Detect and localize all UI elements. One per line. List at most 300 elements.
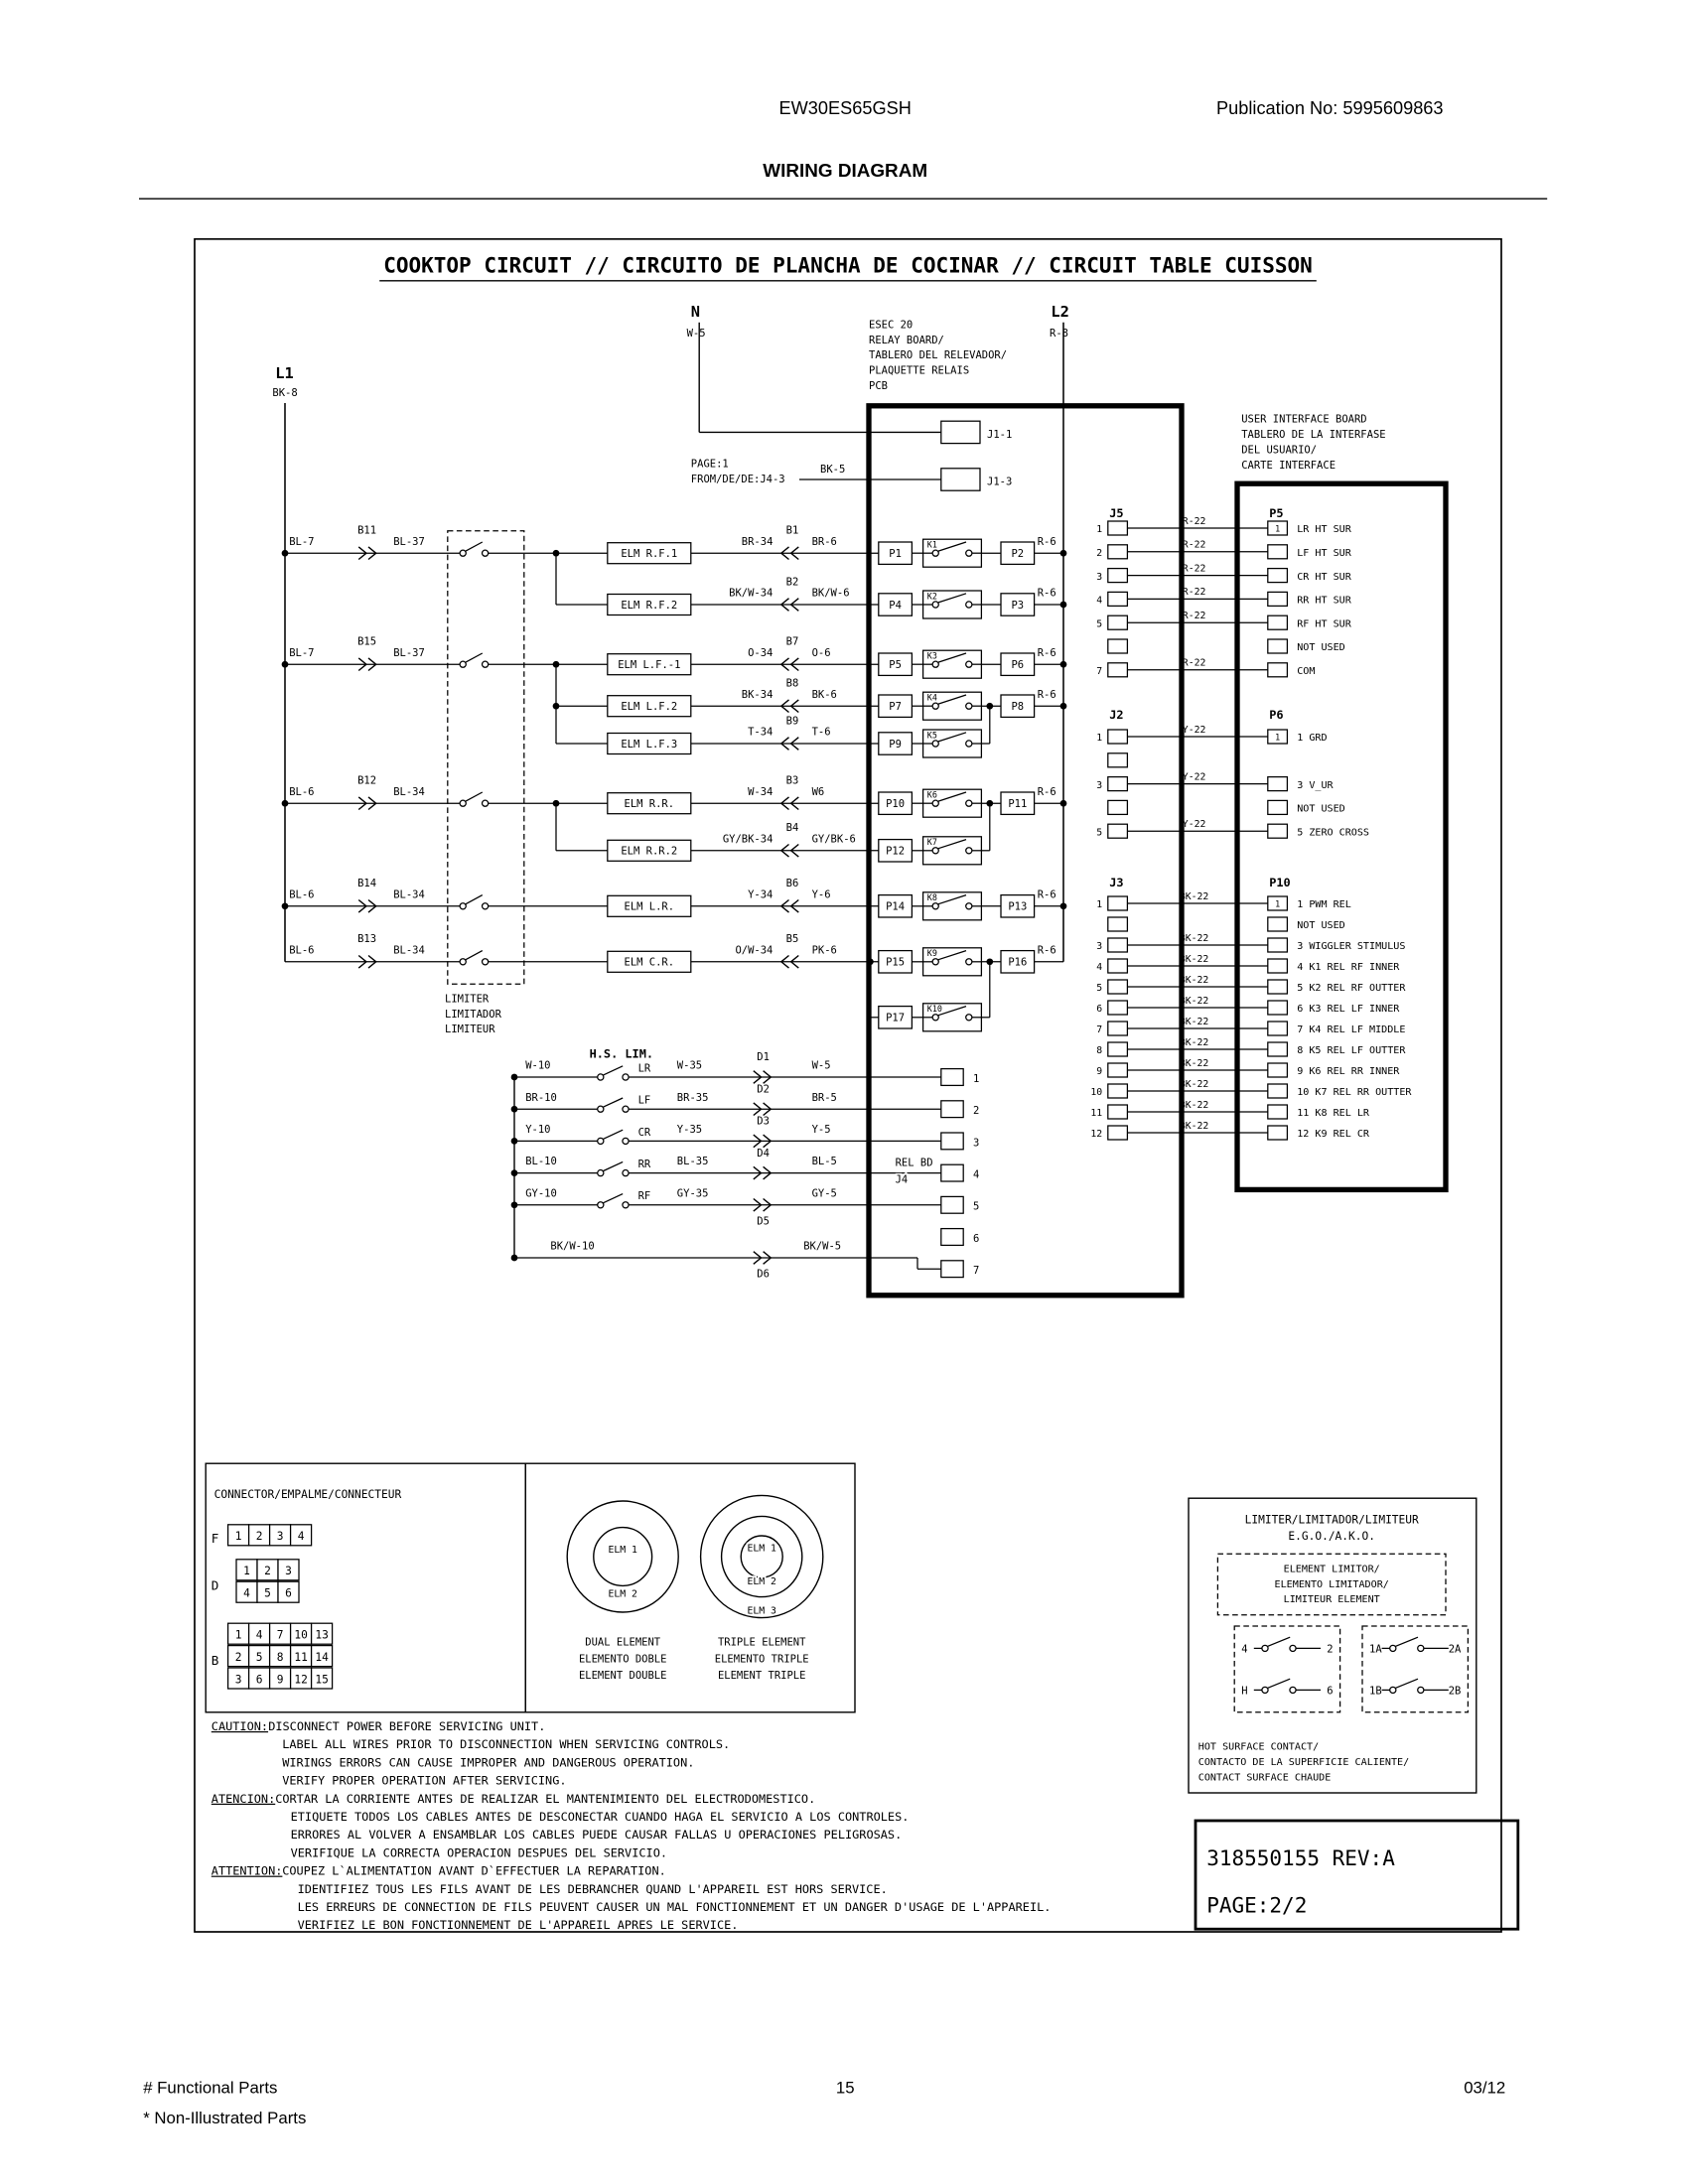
p10-pin-label: 4 K1 REL RF INNER bbox=[1297, 962, 1400, 974]
wire-label: R-6 bbox=[1037, 535, 1056, 548]
p10-pin bbox=[1268, 1022, 1288, 1035]
footer-page-number: 15 bbox=[835, 2078, 855, 2098]
wire-label: GY-10 bbox=[525, 1187, 557, 1200]
ego-note: CONTACT SURFACE CHAUDE bbox=[1197, 1772, 1332, 1784]
n-wire-label: W-5 bbox=[686, 327, 706, 340]
wire-label: GY-35 bbox=[676, 1187, 709, 1200]
junction-dot bbox=[553, 703, 560, 710]
wire-label: BK-22 bbox=[1179, 1078, 1209, 1090]
junction-dot bbox=[282, 800, 289, 807]
j5-pin bbox=[1108, 569, 1128, 583]
wire-label: R-22 bbox=[1182, 515, 1206, 527]
switch-contact bbox=[1290, 1687, 1296, 1693]
j5-pin-number: 2 bbox=[1096, 548, 1103, 559]
element-ring-label: ELM 2 bbox=[608, 1588, 637, 1600]
j3-pin-number: 4 bbox=[1096, 962, 1103, 974]
hs-switch-label: CR bbox=[637, 1126, 651, 1139]
l1-wire-label: BK-8 bbox=[272, 387, 298, 399]
j4-pin-number: 5 bbox=[973, 1200, 980, 1213]
j5-pin bbox=[1108, 592, 1128, 606]
junction-dot bbox=[1060, 550, 1067, 557]
wire-label: BL-6 bbox=[289, 785, 315, 798]
switch-contact bbox=[460, 661, 466, 667]
p10-pin-label: 3 WIGGLER STIMULUS bbox=[1297, 941, 1406, 953]
ego-pin-label: 2B bbox=[1448, 1685, 1462, 1698]
switch-contact bbox=[966, 741, 972, 747]
relay-board-title: TABLERO DEL RELEVADOR/ bbox=[869, 349, 1008, 362]
switch-blade bbox=[466, 951, 483, 960]
p10-pin-label: 7 K4 REL LF MIDDLE bbox=[1297, 1024, 1406, 1036]
element-label: ELM R.F.1 bbox=[621, 547, 678, 560]
connector-cell-num: 3 bbox=[276, 1530, 284, 1544]
wire-label: R-6 bbox=[1037, 646, 1056, 659]
caution-text: LES ERREURS DE CONNECTION DE FILS PEUVENT CAUSER UN MAL FONCTIONNEMENT ET UN DANGER D'USAGE DE L'APPAREIL. bbox=[297, 1900, 1052, 1915]
pin-ref: B15 bbox=[357, 635, 377, 648]
connector-cell-num: 9 bbox=[276, 1673, 284, 1687]
caution-text: IDENTIFIEZ TOUS LES FILS AVANT DE LES DEBRANCHER QUAND L'APPAREIL EST HORS SERVICE. bbox=[297, 1881, 888, 1896]
wire-label: BK-22 bbox=[1179, 953, 1209, 965]
pin-ref: B11 bbox=[357, 524, 377, 537]
connector-cell-num: 15 bbox=[315, 1673, 329, 1687]
switch-contact bbox=[932, 959, 938, 965]
wire-label: Y-22 bbox=[1182, 724, 1206, 736]
switch-contact bbox=[598, 1074, 604, 1080]
relay-board-title: PLAQUETTE RELAIS bbox=[869, 364, 970, 377]
wire-label: BK-22 bbox=[1179, 1120, 1209, 1132]
connector-legend-title: CONNECTOR/EMPALME/CONNECTEUR bbox=[213, 1488, 402, 1502]
p5-pin-number: 1 bbox=[1275, 523, 1281, 534]
wire-label: BR-10 bbox=[525, 1091, 557, 1104]
element-label: ELM R.R.2 bbox=[621, 845, 678, 858]
caution-text: WIRINGS ERRORS CAN CAUSE IMPROPER AND DANGEROUS OPERATION. bbox=[282, 1755, 695, 1770]
footer-non-illustrated: * Non-Illustrated Parts bbox=[143, 2109, 307, 2128]
j4-pin-number: 4 bbox=[973, 1168, 980, 1181]
j4-label: J4 bbox=[895, 1173, 909, 1186]
j5-pin bbox=[1108, 639, 1128, 653]
p-connector-label: P12 bbox=[886, 845, 906, 858]
l1-label: L1 bbox=[275, 363, 294, 382]
wire-label: R-6 bbox=[1037, 785, 1056, 798]
n-label: N bbox=[690, 303, 701, 322]
wire-label: R-22 bbox=[1182, 539, 1206, 551]
j2-pin bbox=[1108, 753, 1128, 767]
junction-dot bbox=[553, 661, 560, 668]
ego-pin-label: H bbox=[1241, 1685, 1248, 1698]
p6-pin-label: 1 GRD bbox=[1297, 733, 1328, 745]
relay-label: K9 bbox=[926, 948, 937, 959]
p10-pin-label: 8 K5 REL LF OUTTER bbox=[1297, 1045, 1406, 1057]
j5-label: J5 bbox=[1109, 505, 1124, 520]
wire-label: BL-34 bbox=[393, 888, 425, 901]
wire-label: BL-6 bbox=[289, 888, 315, 901]
p-connector-label: P10 bbox=[886, 797, 906, 810]
pin-ref: D1 bbox=[757, 1051, 770, 1064]
hs-switch-label: LR bbox=[637, 1062, 651, 1075]
wire-label: BR-35 bbox=[676, 1091, 709, 1104]
wire-label: O-6 bbox=[811, 646, 831, 659]
j2-label: J2 bbox=[1109, 707, 1124, 722]
element-label: ELM R.R. bbox=[624, 797, 675, 810]
p10-label: P10 bbox=[1269, 876, 1291, 890]
j3-pin-number: 1 bbox=[1096, 899, 1103, 911]
p6-pin-label: 3 V_UR bbox=[1297, 779, 1334, 791]
j2-pin-number: 3 bbox=[1096, 779, 1103, 791]
switch-contact bbox=[460, 959, 466, 965]
connector-cell-num: 14 bbox=[315, 1651, 329, 1665]
element-caption: ELEMENTO DOBLE bbox=[578, 1653, 667, 1666]
wire-label: BL-10 bbox=[525, 1156, 557, 1168]
junction-dot bbox=[282, 661, 289, 668]
wire-label: R-22 bbox=[1182, 657, 1206, 669]
wire-label: BL-37 bbox=[393, 535, 425, 548]
j4-pin bbox=[941, 1261, 963, 1278]
connector-b-label: B bbox=[211, 1653, 219, 1669]
ego-pin-label: 6 bbox=[1327, 1685, 1334, 1698]
ego-note: CONTACTO DE LA SUPERFICIE CALIENTE/ bbox=[1197, 1757, 1410, 1769]
p-connector-label: P3 bbox=[1011, 599, 1025, 612]
p5-pin-label: CR HT SUR bbox=[1297, 571, 1351, 583]
relay-label: K10 bbox=[926, 1004, 942, 1015]
connector-d-label: D bbox=[211, 1577, 219, 1593]
j5-pin-number: 7 bbox=[1096, 666, 1103, 677]
switch-blade bbox=[1396, 1679, 1418, 1688]
j2-pin-number: 5 bbox=[1096, 827, 1103, 839]
p6-pin bbox=[1268, 824, 1288, 838]
p10-pin-label: 5 K2 REL RF OUTTER bbox=[1297, 983, 1406, 995]
pin-ref: B13 bbox=[357, 933, 377, 946]
switch-contact bbox=[1390, 1687, 1396, 1693]
p10-pin-label: 1 PWM REL bbox=[1297, 899, 1351, 911]
wire-label: BK/W-34 bbox=[729, 587, 774, 600]
pin-ref: D4 bbox=[757, 1147, 770, 1160]
pin-ref: B12 bbox=[357, 774, 377, 787]
switch-contact bbox=[966, 800, 972, 806]
switch-contact bbox=[598, 1138, 604, 1144]
p-connector-label: P15 bbox=[886, 956, 906, 969]
ego-note: HOT SURFACE CONTACT/ bbox=[1197, 1741, 1320, 1753]
switch-contact bbox=[966, 903, 972, 909]
j3-pin bbox=[1108, 1105, 1128, 1119]
pin-ref: B6 bbox=[785, 878, 799, 890]
j3-pin bbox=[1108, 917, 1128, 931]
wire-label: BL-7 bbox=[289, 646, 315, 659]
j3-pin bbox=[1108, 896, 1128, 910]
caution-text: ETIQUETE TODOS LOS CABLES ANTES DE DESCONECTAR CUANDO HAGA EL SERVICIO A LOS CONTROLES. bbox=[290, 1810, 910, 1825]
switch-contact bbox=[623, 1170, 629, 1176]
switch-contact bbox=[932, 661, 938, 667]
junction-dot bbox=[282, 550, 289, 557]
wire-label: BK-22 bbox=[1179, 995, 1209, 1007]
p-connector-label: P14 bbox=[886, 900, 906, 913]
p5-pin bbox=[1268, 545, 1288, 559]
wire-label: BK-22 bbox=[1179, 890, 1209, 902]
switch-blade bbox=[466, 792, 483, 801]
switch-contact bbox=[623, 1202, 629, 1208]
junction-dot bbox=[1060, 661, 1067, 668]
wire-label: O-34 bbox=[748, 646, 774, 659]
junction-dot bbox=[1060, 602, 1067, 609]
j5-pin bbox=[1108, 521, 1128, 535]
relay-label: K3 bbox=[926, 650, 937, 661]
j5-pin bbox=[1108, 545, 1128, 559]
l2-wire-label: R-8 bbox=[1050, 327, 1068, 340]
connector-cell-num: 8 bbox=[276, 1651, 284, 1665]
connector-cell-num: 2 bbox=[234, 1651, 242, 1665]
p10-pin-label: 10 K7 REL RR OUTTER bbox=[1297, 1087, 1412, 1099]
ego-pin-label: 1A bbox=[1369, 1643, 1382, 1656]
wire-label: GY/BK-34 bbox=[722, 833, 774, 846]
switch-contact bbox=[1418, 1687, 1424, 1693]
j5-pin bbox=[1108, 615, 1128, 629]
j4-pin bbox=[941, 1164, 963, 1181]
j3-pin bbox=[1108, 1001, 1128, 1015]
caution-text: LABEL ALL WIRES PRIOR TO DISCONNECTION WHEN SERVICING CONTROLS. bbox=[282, 1737, 731, 1752]
switch-contact bbox=[932, 1015, 938, 1021]
connector-cell-num: 6 bbox=[255, 1673, 263, 1687]
relay-label: K6 bbox=[926, 789, 937, 800]
wire-label: BK-22 bbox=[1179, 932, 1209, 944]
p5-pin-label: RF HT SUR bbox=[1297, 618, 1351, 630]
p10-pin-number: 1 bbox=[1275, 898, 1281, 909]
p6-pin-number: 1 bbox=[1275, 732, 1281, 743]
j3-pin-number: 8 bbox=[1096, 1045, 1103, 1057]
j5-pin-number: 5 bbox=[1096, 618, 1103, 630]
wire-label: BL-7 bbox=[289, 535, 315, 548]
switch-blade bbox=[1396, 1637, 1418, 1646]
pin-ref: D5 bbox=[757, 1215, 770, 1228]
switch-contact bbox=[1262, 1645, 1268, 1651]
ego-pin-label: 2 bbox=[1327, 1643, 1334, 1656]
wire-label: R-6 bbox=[1037, 587, 1056, 600]
p5-pin-label: LR HT SUR bbox=[1297, 524, 1351, 536]
j3-pin-number: 9 bbox=[1096, 1066, 1103, 1078]
switch-contact bbox=[932, 550, 938, 556]
junction-dot bbox=[986, 703, 993, 710]
j3-pin bbox=[1108, 938, 1128, 952]
connector-cell-num: 5 bbox=[264, 1586, 271, 1600]
cooktop-circuit-title: COOKTOP CIRCUIT // CIRCUITO DE PLANCHA DE COCINAR // CIRCUIT TABLE CUISSON bbox=[383, 253, 1313, 278]
relay-label: K4 bbox=[926, 692, 937, 703]
p5-pin-label: NOT USED bbox=[1297, 642, 1345, 654]
connector-cell-num: 3 bbox=[234, 1673, 242, 1687]
page-ref: FROM/DE/DE:J4-3 bbox=[690, 473, 785, 485]
j5-pin bbox=[1108, 663, 1128, 677]
switch-blade bbox=[604, 1161, 624, 1170]
wire-label: W-10 bbox=[525, 1059, 551, 1072]
j4-pin-number: 3 bbox=[973, 1137, 980, 1150]
relay-label: K7 bbox=[926, 837, 937, 848]
switch-contact bbox=[483, 903, 489, 909]
junction-dot bbox=[282, 902, 289, 909]
element-ring-label: ELM 3 bbox=[747, 1605, 776, 1617]
wire-label: BK-22 bbox=[1179, 1016, 1209, 1027]
relay-board-title: ESEC 20 bbox=[869, 319, 914, 332]
connector-cell-num: 7 bbox=[276, 1628, 284, 1642]
p-connector-label: P16 bbox=[1008, 956, 1028, 969]
switch-contact bbox=[483, 661, 489, 667]
connector-cell-num: 1 bbox=[243, 1565, 250, 1578]
pin-ref: B1 bbox=[785, 524, 799, 537]
limiter-dashed-box bbox=[448, 531, 524, 984]
j3-pin-number: 3 bbox=[1096, 941, 1103, 953]
connector-cell-num: 11 bbox=[294, 1651, 308, 1665]
p-connector-label: P11 bbox=[1008, 797, 1028, 810]
p5-pin-label: COM bbox=[1297, 666, 1316, 677]
connector-cell-num: 13 bbox=[315, 1628, 329, 1642]
switch-contact bbox=[966, 959, 972, 965]
relay-board-title: PCB bbox=[869, 380, 888, 392]
limiter-note: LIMITER bbox=[445, 993, 490, 1006]
j3-pin-number: 12 bbox=[1090, 1129, 1103, 1141]
wire-label: BL-34 bbox=[393, 785, 425, 798]
caution-text: VERIFY PROPER OPERATION AFTER SERVICING. bbox=[282, 1773, 567, 1788]
switch-blade bbox=[466, 542, 483, 551]
j4-pin-number: 1 bbox=[973, 1072, 980, 1085]
ui-board-title: DEL USUARIO/ bbox=[1241, 444, 1318, 457]
relay-label: K8 bbox=[926, 892, 937, 903]
pin-ref: B3 bbox=[785, 774, 799, 787]
connector-cell-num: 12 bbox=[294, 1673, 308, 1687]
switch-contact bbox=[966, 661, 972, 667]
p10-pin bbox=[1268, 1063, 1288, 1077]
connector-cell-num: 4 bbox=[297, 1530, 305, 1544]
switch-contact bbox=[966, 550, 972, 556]
p-connector-label: P9 bbox=[889, 738, 902, 751]
switch-contact bbox=[932, 848, 938, 854]
p6-pin bbox=[1268, 777, 1288, 791]
connector-cell-num: 3 bbox=[285, 1565, 292, 1578]
p10-pin bbox=[1268, 917, 1288, 931]
switch-contact bbox=[932, 903, 938, 909]
switch-blade bbox=[466, 895, 483, 904]
j4-pin-number: 6 bbox=[973, 1232, 980, 1245]
switch-contact bbox=[1418, 1645, 1424, 1651]
relay-label: K5 bbox=[926, 730, 937, 741]
j3-pin bbox=[1108, 980, 1128, 994]
element-caption: ELEMENT DOUBLE bbox=[578, 1670, 667, 1683]
element-ring-label: ELM 2 bbox=[747, 1576, 776, 1588]
p5-pin bbox=[1268, 639, 1288, 653]
p-connector-label: P13 bbox=[1008, 900, 1028, 913]
wire-label: Y-35 bbox=[676, 1124, 703, 1136]
relay-board-title: RELAY BOARD/ bbox=[869, 334, 944, 346]
p-connector-label: P4 bbox=[889, 599, 902, 612]
wire-label: BK-6 bbox=[811, 688, 837, 701]
wire-label: BK-22 bbox=[1179, 974, 1209, 986]
p10-pin bbox=[1268, 938, 1288, 952]
j3-pin-number: 11 bbox=[1090, 1108, 1103, 1120]
switch-contact bbox=[932, 800, 938, 806]
switch-contact bbox=[1290, 1645, 1296, 1651]
switch-contact bbox=[1390, 1645, 1396, 1651]
wire-label: Y-22 bbox=[1182, 819, 1206, 830]
p-connector-label: P8 bbox=[1011, 700, 1025, 713]
pin-ref: D6 bbox=[757, 1268, 770, 1281]
switch-contact bbox=[1262, 1687, 1268, 1693]
junction-dot bbox=[1060, 800, 1067, 807]
switch-contact bbox=[460, 903, 466, 909]
j3-label: J3 bbox=[1109, 876, 1124, 890]
j4-pin bbox=[941, 1196, 963, 1213]
p5-pin bbox=[1268, 663, 1288, 677]
wire-label: BR-5 bbox=[811, 1091, 837, 1104]
p10-pin bbox=[1268, 980, 1288, 994]
j1-3-box bbox=[941, 469, 980, 490]
ego-pin-label: 4 bbox=[1241, 1643, 1248, 1656]
ui-board-title: TABLERO DE LA INTERFASE bbox=[1241, 429, 1386, 441]
ego-sub-title: ELEMENT LIMITOR/ bbox=[1283, 1564, 1380, 1575]
j2-pin-number: 1 bbox=[1096, 733, 1103, 745]
switch-contact bbox=[932, 741, 938, 747]
j4-pin bbox=[941, 1101, 963, 1118]
wire-label: Y-5 bbox=[811, 1124, 831, 1136]
junction-dot bbox=[553, 800, 560, 807]
connector-cell-num: 5 bbox=[255, 1651, 263, 1665]
p10-pin-label: 12 K9 REL CR bbox=[1297, 1129, 1370, 1141]
limiter-note: LIMITEUR bbox=[445, 1024, 495, 1036]
p10-pin-label: 9 K6 REL RR INNER bbox=[1297, 1066, 1400, 1078]
caution-text: VERIFIEZ LE BON FONCTIONNEMENT DE L'APPAREIL APRES LE SERVICE. bbox=[297, 1918, 739, 1933]
wire-label: BK/W-6 bbox=[811, 587, 850, 600]
p5-label: P5 bbox=[1269, 505, 1284, 520]
pin-ref: B9 bbox=[785, 715, 799, 728]
switch-contact bbox=[932, 703, 938, 709]
ego-switch-box bbox=[1362, 1626, 1468, 1712]
j3-pin bbox=[1108, 1022, 1128, 1035]
j1-3-label: J1-3 bbox=[987, 476, 1013, 488]
pin-ref: B7 bbox=[785, 635, 799, 648]
caution-keyword: ATTENTION: bbox=[211, 1863, 283, 1878]
element-label: ELM L.R. bbox=[624, 900, 675, 913]
j4-pin-number: 2 bbox=[973, 1105, 980, 1118]
wire-label: BK-22 bbox=[1179, 1057, 1209, 1069]
p5-pin bbox=[1268, 615, 1288, 629]
p-connector-label: P6 bbox=[1011, 658, 1025, 671]
p10-pin-label: NOT USED bbox=[1297, 920, 1345, 932]
j4-pin-number: 7 bbox=[973, 1265, 980, 1278]
connector-cell-num: 1 bbox=[234, 1628, 242, 1642]
element-label: ELM L.F.3 bbox=[621, 738, 678, 751]
j2-pin bbox=[1108, 777, 1128, 791]
j4-pin bbox=[941, 1133, 963, 1150]
j1-1-box bbox=[941, 421, 980, 443]
p10-pin bbox=[1268, 959, 1288, 973]
p10-pin bbox=[1268, 1126, 1288, 1140]
j2-pin bbox=[1108, 730, 1128, 744]
wire-label: R-22 bbox=[1182, 611, 1206, 621]
wire-label: R-22 bbox=[1182, 563, 1206, 575]
switch-contact bbox=[623, 1138, 629, 1144]
switch-contact bbox=[460, 800, 466, 806]
ego-switch-box bbox=[1234, 1626, 1339, 1712]
wire-label: GY/BK-6 bbox=[811, 833, 856, 846]
j3-pin-number: 5 bbox=[1096, 983, 1103, 995]
junction-dot bbox=[986, 958, 993, 965]
wire-label: R-22 bbox=[1182, 587, 1206, 599]
element-label: ELM R.F.2 bbox=[621, 599, 678, 612]
switch-contact bbox=[966, 1015, 972, 1021]
ego-sub-title: ELEMENTO LIMITADOR/ bbox=[1274, 1578, 1389, 1590]
p-connector-label: P2 bbox=[1011, 547, 1025, 560]
wire-label: BK-5 bbox=[820, 464, 846, 476]
element-caption: TRIPLE ELEMENT bbox=[717, 1636, 806, 1649]
wire-label: BK-22 bbox=[1179, 1036, 1209, 1048]
footer-functional-parts: # Functional Parts bbox=[143, 2078, 278, 2098]
switch-contact bbox=[483, 959, 489, 965]
p10-pin-label: 11 K8 REL LR bbox=[1297, 1108, 1370, 1120]
ego-sub-title: LIMITEUR ELEMENT bbox=[1283, 1594, 1380, 1606]
switch-contact bbox=[483, 800, 489, 806]
